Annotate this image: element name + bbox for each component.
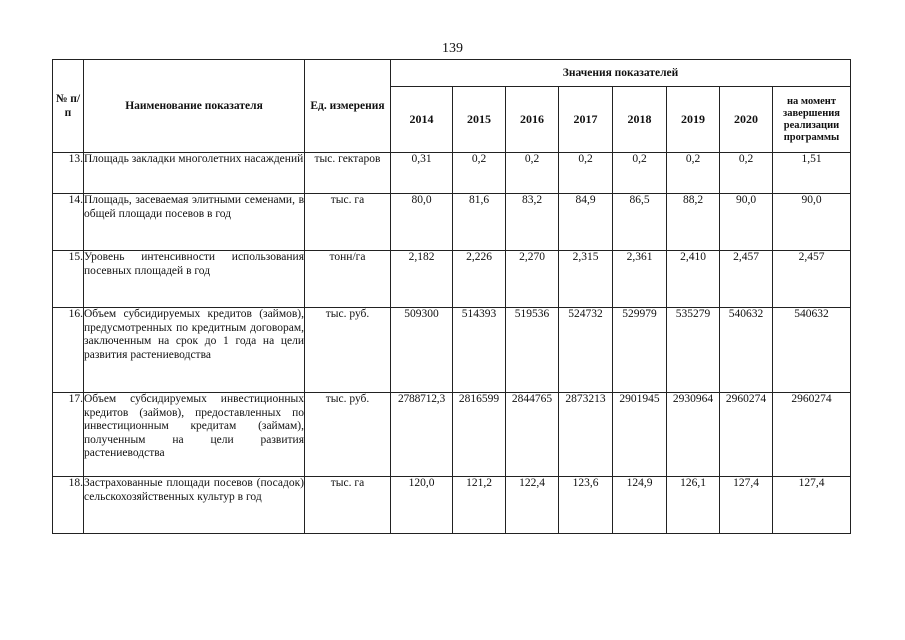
- row-value: 524732: [559, 308, 613, 393]
- row-value: 2788712,3: [391, 393, 453, 477]
- header-final-value: на момент завершения реализации программы: [773, 87, 851, 153]
- row-final-value: 2,457: [773, 251, 851, 308]
- row-value: 2901945: [613, 393, 667, 477]
- row-value: 535279: [667, 308, 720, 393]
- row-unit: тыс. руб.: [305, 308, 391, 393]
- row-value: 2960274: [720, 393, 773, 477]
- header-indicator-name: Наименование показателя: [84, 60, 305, 153]
- row-value: 540632: [720, 308, 773, 393]
- row-value: 2,361: [613, 251, 667, 308]
- row-value: 2930964: [667, 393, 720, 477]
- row-value: 0,2: [506, 153, 559, 194]
- row-unit: тыс. га: [305, 477, 391, 534]
- row-value: 2816599: [453, 393, 506, 477]
- row-value: 83,2: [506, 194, 559, 251]
- header-year: 2019: [667, 87, 720, 153]
- row-value: 0,2: [453, 153, 506, 194]
- row-indicator-name: Застрахованные площади посевов (посадок) сельскохозяйственных культур в год: [84, 477, 305, 534]
- row-value: 519536: [506, 308, 559, 393]
- row-value: 81,6: [453, 194, 506, 251]
- row-value: 2,315: [559, 251, 613, 308]
- row-number: 15.: [53, 251, 84, 308]
- header-unit: Ед. измерения: [305, 60, 391, 153]
- row-number: 16.: [53, 308, 84, 393]
- header-year: 2018: [613, 87, 667, 153]
- row-indicator-name: Объем субсидируемых кредитов (займов), предусмотренных по кредитным договорам, заключенным на срок до 1 года на цели развития растениеводства: [84, 308, 305, 393]
- row-value: 127,4: [720, 477, 773, 534]
- row-final-value: 2960274: [773, 393, 851, 477]
- row-value: 2,226: [453, 251, 506, 308]
- row-final-value: 1,51: [773, 153, 851, 194]
- row-indicator-name: Площадь закладки многолетних насаждений: [84, 153, 305, 194]
- row-value: 122,4: [506, 477, 559, 534]
- row-final-value: 127,4: [773, 477, 851, 534]
- row-unit: тыс. га: [305, 194, 391, 251]
- row-value: 120,0: [391, 477, 453, 534]
- table-row: [53, 153, 851, 194]
- table-row: [53, 308, 851, 393]
- row-value: 2,457: [720, 251, 773, 308]
- row-final-value: 90,0: [773, 194, 851, 251]
- row-indicator-name: Площадь, засеваемая элитными семенами, в общей площади посевов в год: [84, 194, 305, 251]
- row-value: 2873213: [559, 393, 613, 477]
- row-value: 0,2: [667, 153, 720, 194]
- row-value: 0,2: [720, 153, 773, 194]
- table-row: [53, 194, 851, 251]
- header-values-group: Значения показателей: [391, 60, 851, 87]
- row-value: 84,9: [559, 194, 613, 251]
- header-number: № п/п: [53, 60, 84, 153]
- row-value: 2,270: [506, 251, 559, 308]
- row-value: 123,6: [559, 477, 613, 534]
- row-value: 529979: [613, 308, 667, 393]
- row-number: 17.: [53, 393, 84, 477]
- row-unit: тыс. руб.: [305, 393, 391, 477]
- row-value: 121,2: [453, 477, 506, 534]
- row-final-value: 540632: [773, 308, 851, 393]
- row-unit: тонн/га: [305, 251, 391, 308]
- table-row: [53, 393, 851, 477]
- indicators-table: [52, 59, 851, 534]
- row-value: 514393: [453, 308, 506, 393]
- header-year: 2016: [506, 87, 559, 153]
- row-indicator-name: Уровень интенсивности использования посевных площадей в год: [84, 251, 305, 308]
- row-number: 18.: [53, 477, 84, 534]
- table-row: [53, 251, 851, 308]
- header-year: 2017: [559, 87, 613, 153]
- row-indicator-name: Объем субсидируемых инвестиционных кредитов (займов), предоставленных по инвестиционным кредитам (займам), полученным на цели развития растениеводства: [84, 393, 305, 477]
- row-unit: тыс. гектаров: [305, 153, 391, 194]
- row-value: 0,31: [391, 153, 453, 194]
- row-value: 0,2: [613, 153, 667, 194]
- header-year: 2014: [391, 87, 453, 153]
- row-value: 2,182: [391, 251, 453, 308]
- row-number: 13.: [53, 153, 84, 194]
- row-value: 80,0: [391, 194, 453, 251]
- row-value: 88,2: [667, 194, 720, 251]
- row-value: 86,5: [613, 194, 667, 251]
- row-value: 2,410: [667, 251, 720, 308]
- header-year: 2020: [720, 87, 773, 153]
- row-value: 124,9: [613, 477, 667, 534]
- row-value: 2844765: [506, 393, 559, 477]
- page-number: 139: [442, 41, 463, 56]
- row-value: 90,0: [720, 194, 773, 251]
- row-number: 14.: [53, 194, 84, 251]
- row-value: 509300: [391, 308, 453, 393]
- table-row: [53, 477, 851, 534]
- header-year: 2015: [453, 87, 506, 153]
- row-value: 0,2: [559, 153, 613, 194]
- row-value: 126,1: [667, 477, 720, 534]
